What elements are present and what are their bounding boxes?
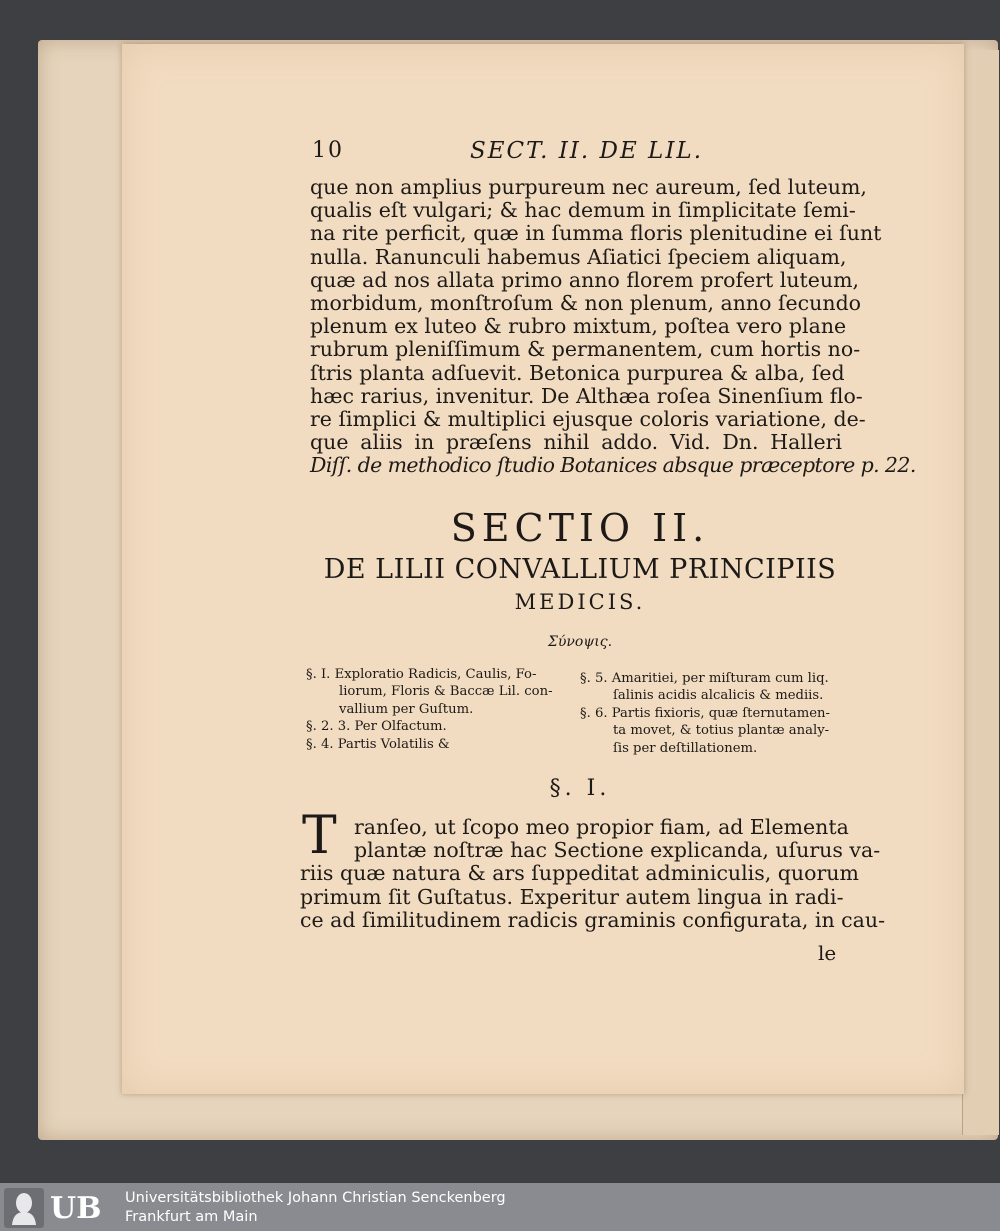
portrait-icon [4,1188,44,1228]
synopsis-entry: ſis per deſtillationem. [613,740,758,756]
text-line: rubrum pleniſſimum & permanentem, cum hortis no- [310,337,861,362]
drop-cap: T [302,806,337,866]
synopsis-right-column [580,670,830,757]
text-line: ſtris planta adſuevit. Betonica purpurea & alba, ſed [310,360,845,385]
running-head [312,134,852,170]
running-title: SECT. II. DE LIL. [470,138,704,164]
text-line: primum ſit Guſtatus. Experitur autem lingua in radi- [300,884,844,909]
catchword: le [818,941,837,965]
text-line: plenum ex luteo & rubro mixtum, poſtea vero plane [310,314,847,339]
text-line: re ſimplici & multiplici ejusque coloris variatione, de- [310,407,866,432]
text-line: que aliis in præſens nihil addo. Vid. Dn. Halleri [310,430,842,455]
synopsis-entry: vallium per Guſtum. [339,701,474,717]
text-line: que non amplius purpureum nec aureum, ſed luteum, [310,175,867,199]
text-line: hæc rarius, invenitur. De Althæa roſea Sinenſium flo- [310,383,863,408]
library-city: Frankfurt am Main [125,1209,258,1225]
synopsis-entry: ſalinis acidis alcalicis & mediis. [613,688,824,704]
synopsis-entry: §. 5. Amaritiei, per miſturam cum liq. [580,671,829,686]
paragraph-2 [300,815,886,932]
text-line: plantæ noſtræ hac Sectione explicanda, uſurus va- [354,838,881,863]
text-line: na rite perficit, quæ in ſumma floris plenitudine ei ſunt [310,221,882,246]
text-line: morbidum, monſtroſum & non plenum, anno ſecundo [310,291,862,316]
synopsis-entry: ta movet, & totius plantæ analy- [613,723,830,739]
text-line: ce ad ſimilitudinem radicis graminis configurata, in cau- [300,907,886,932]
page-number: 10 [312,138,344,163]
library-name: Universitätsbibliothek Johann Christian Senckenberg [125,1190,506,1206]
text-line: nulla. Ranunculi habemus Aſiatici ſpeciem aliquam, [310,244,847,269]
text-line-italic: Diſſ. de methodico ſtudio Botanices absque præceptore p. 22. [310,453,916,478]
synopsis-entry: liorum, Floris & Baccæ Lil. con- [339,684,553,700]
text-line: riis quæ natura & ars ſuppeditat adminiculis, quorum [300,861,859,886]
synopsis-heading: Σύνοψις. [547,634,613,650]
text-line: ranſeo, ut ſcopo meo propior fiam, ad Elementa [354,815,849,839]
synopsis-entry: §. 6. Partis fixioris, quæ ſternutamen- [580,705,830,721]
logo-text: UB [50,1190,102,1226]
section-subtitle: DE LILII CONVALLIUM PRINCIPIIS [323,554,837,585]
paragraph-mark: §. I. [549,776,611,801]
text-line: qualis eſt vulgari; & hac demum in ſimplicitate ſemi- [310,198,856,223]
synopsis-left-column [306,666,553,753]
right-page-edge [962,50,999,1135]
synopsis-entry: §. I. Exploratio Radicis, Caulis, Fo- [306,667,537,682]
synopsis-entry: §. 4. Partis Volatilis & [306,736,450,752]
paragraph-1 [310,175,916,478]
synopsis-entry: §. 2. 3. Per Olfactum. [306,719,447,735]
section-title: SECTIO II. [450,506,710,550]
section-subtitle-2: MEDICIS. [514,590,646,614]
library-logo[interactable] [4,1188,118,1228]
text-line: quæ ad nos allata primo anno florem profert luteum, [310,267,860,292]
